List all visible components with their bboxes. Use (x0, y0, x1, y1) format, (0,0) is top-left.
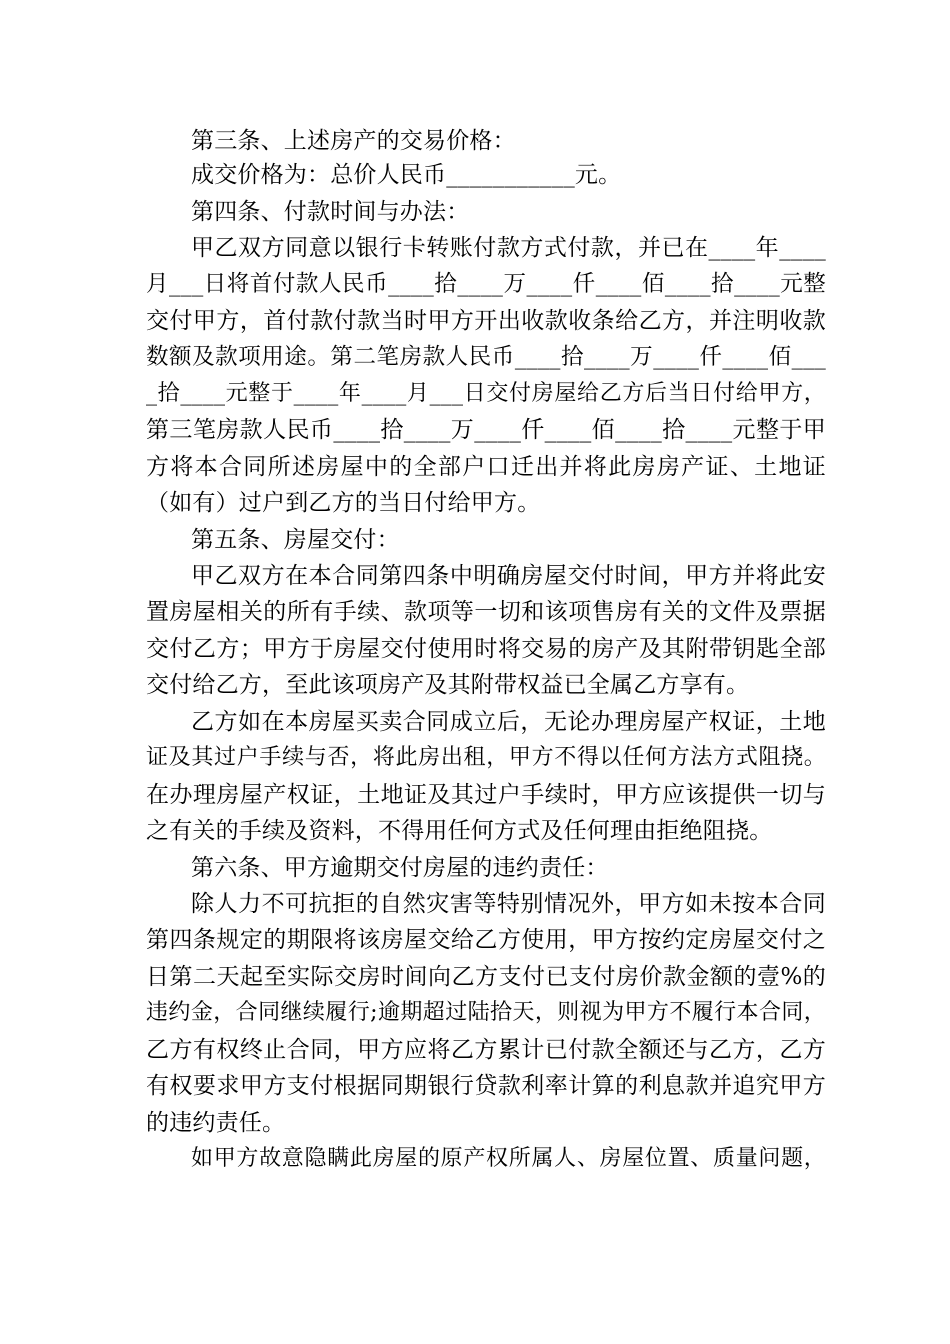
paragraph-line: 证及其过户手续与否，将此房出租，甲方不得以任何方法方式阻挠。 (146, 745, 826, 770)
paragraph-line: 违约金，合同继续履行;逾期超过陆拾天，则视为甲方不履行本合同， (146, 1000, 826, 1025)
paragraph-line: _拾____元整于____年____月___日交付房屋给乙方后当日付给甲方， (146, 381, 826, 406)
article-4-heading: 第四条、付款时间与办法： (191, 199, 470, 225)
paragraph-line: 交付给乙方，至此该项房产及其附带权益已全属乙方享有。 (146, 672, 750, 698)
paragraph-line: 在办理房屋产权证，土地证及其过户手续时，甲方应该提供一切与 (146, 782, 826, 808)
article-6-heading: 第六条、甲方逾期交付房屋的违约责任： (191, 855, 609, 881)
paragraph-line: 乙方有权终止合同，甲方应将乙方累计已付款全额还与乙方，乙方 (146, 1037, 826, 1063)
paragraph-line: 甲乙双方同意以银行卡转账付款方式付款，并已在____年____ (191, 235, 826, 261)
article-5-heading: 第五条、房屋交付： (191, 527, 400, 553)
paragraph-line: 方将本合同所述房屋中的全部户口迁出并将此房房产证、土地证 (146, 454, 826, 480)
paragraph-line: 第四条规定的期限将该房屋交给乙方使用，甲方按约定房屋交付之 (146, 927, 826, 953)
paragraph-line: 有权要求甲方支付根据同期银行贷款利率计算的利息款并追究甲方 (146, 1073, 826, 1099)
paragraph-line: 之有关的手续及资料，不得用任何方式及任何理由拒绝阻挠。 (146, 818, 773, 844)
article-3-heading: 第三条、上述房产的交易价格： (191, 128, 516, 154)
paragraph-line: 除人力不可抗拒的自然灾害等特别情况外，甲方如未按本合同 (191, 891, 826, 917)
paragraph-line: （如有）过户到乙方的当日付给甲方。 (146, 490, 541, 516)
paragraph-line: 日第二天起至实际交房时间向乙方支付已支付房价款金额的壹%的 (146, 964, 826, 990)
paragraph-line: 的违约责任。 (146, 1110, 286, 1136)
paragraph-line: 如甲方故意隐瞒此房屋的原产权所属人、房屋位置、质量问题， (191, 1146, 826, 1171)
paragraph-line: 置房屋相关的所有手续、款项等一切和该项售房有关的文件及票据 (146, 599, 826, 625)
paragraph-line: 乙方如在本房屋买卖合同成立后，无论办理房屋产权证，土地 (191, 709, 826, 735)
paragraph-line: 第三笔房款人民币____拾____万____仟____佰____拾____元整于甲 (146, 417, 826, 443)
paragraph-line: 交付乙方；甲方于房屋交付使用时将交易的房产及其附带钥匙全部 (146, 636, 826, 662)
paragraph-line: 数额及款项用途。第二笔房款人民币____拾____万____仟____佰___ (146, 344, 826, 370)
paragraph-line: 交付甲方，首付款付款当时甲方开出收款收条给乙方，并注明收款 (146, 308, 826, 334)
paragraph-line: 成交价格为：总价人民币___________元。 (191, 162, 622, 188)
paragraph-line: 甲乙双方在本合同第四条中明确房屋交付时间，甲方并将此安 (191, 563, 826, 589)
paragraph-line: 月___日将首付款人民币____拾____万____仟____佰____拾____元整 (146, 271, 826, 297)
